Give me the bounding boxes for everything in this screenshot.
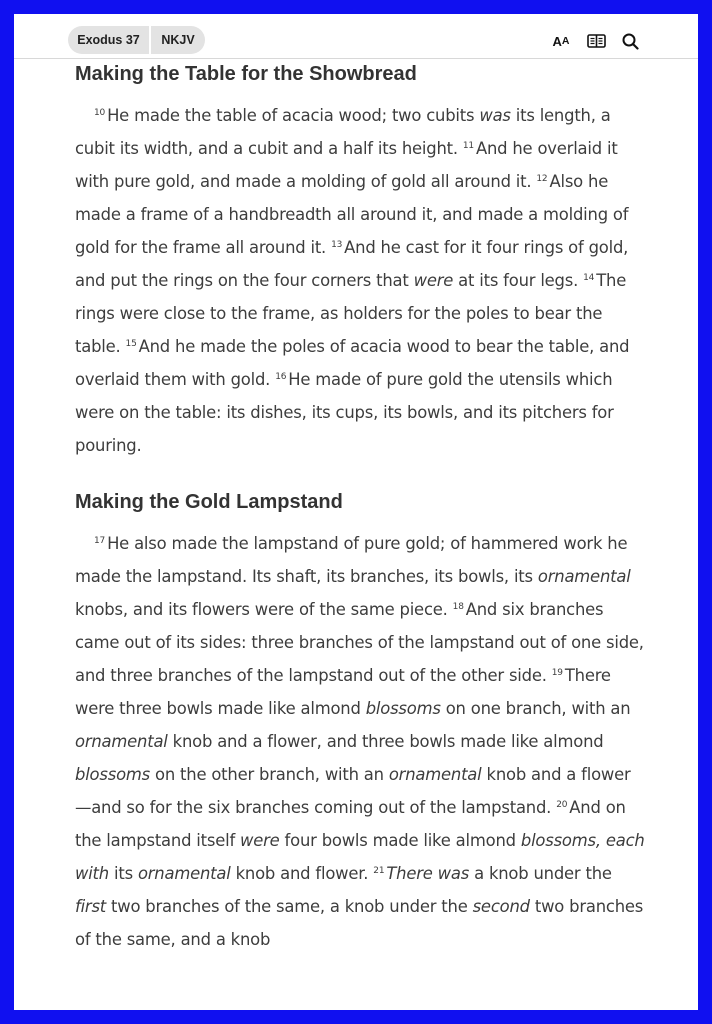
version-button[interactable]: NKJV bbox=[161, 33, 195, 47]
book-open-icon[interactable] bbox=[586, 31, 606, 51]
paragraph: $^{10}$ He made the table of acacia wood; two cubits was its length, a cubit its width, and a cubit and a half its height. $^{11}$ And he overlaid it with pure gold, and made a molding of gold all around it. $^{12}$ Also he made a frame of a handbreadth all around it, and made a molding of gold for the frame all around it. $^{13}$ And he cast for it four rings of gold, and put the rings on the four corners that were at its four legs. $^{14}$ The rings were close to the frame, as holders for the poles to bear the table. $^{15}$ And he made the poles of acacia wood to bear the table, and overlaid them with gold. $^{16}$ He made of pure gold the utensils which were on the table: its dishes, its cups, its bowls, and its pitchers for pouring. bbox=[75, 106, 630, 455]
paragraph: $^{17}$ He also made the lampstand of pure gold; of hammered work he made the lampstand. Its shaft, its branches, its bowls, its ornamental knobs, and its flowers were of the same piece. $^{18}$ And six branches came out of its sides: three branches of the lampstand out of one side, and three branches of the lampstand out of the other side. $^{19}$ There were three bowls made like almond blossoms on one branch, with an ornamental knob and a flower, and three bowls made like almond blossoms on the other branch, with an ornamental knob and a flower—and so for the six branches coming out of the lampstand. $^{20}$ And on the lampstand itself were four bowls made like almond blossoms, each with its ornamental knob and flower. $^{21}$ There was a knob under the first two branches of the same, a knob under the second two branches of the same, and a knob bbox=[75, 534, 645, 949]
verse-number[interactable]: 12 bbox=[536, 174, 548, 184]
verse-number[interactable]: 13 bbox=[331, 240, 343, 250]
section-heading: Making the Table for the Showbread bbox=[75, 63, 417, 85]
reader-window bbox=[14, 14, 698, 1010]
search-icon[interactable] bbox=[620, 31, 640, 51]
verse-number[interactable]: 19 bbox=[551, 668, 563, 678]
top-toolbar bbox=[14, 14, 698, 59]
verse-number[interactable]: 14 bbox=[583, 273, 595, 283]
passage-selector bbox=[68, 26, 205, 54]
verse-number[interactable]: 21 bbox=[373, 866, 385, 876]
verse-number[interactable]: 15 bbox=[125, 339, 137, 349]
verse-number[interactable]: 10 bbox=[94, 108, 106, 118]
verse-number[interactable]: 17 bbox=[94, 536, 106, 546]
verse-number[interactable]: 16 bbox=[275, 372, 287, 382]
verse-number[interactable]: 18 bbox=[452, 602, 464, 612]
section-heading: Making the Gold Lampstand bbox=[75, 491, 343, 513]
text-size-icon[interactable]: A A bbox=[552, 33, 570, 49]
book-chapter-button[interactable]: Exodus 37 bbox=[77, 33, 140, 47]
verse-number[interactable]: 11 bbox=[462, 141, 474, 151]
verse-number[interactable]: 20 bbox=[556, 800, 568, 810]
chapter-text bbox=[75, 58, 645, 956]
